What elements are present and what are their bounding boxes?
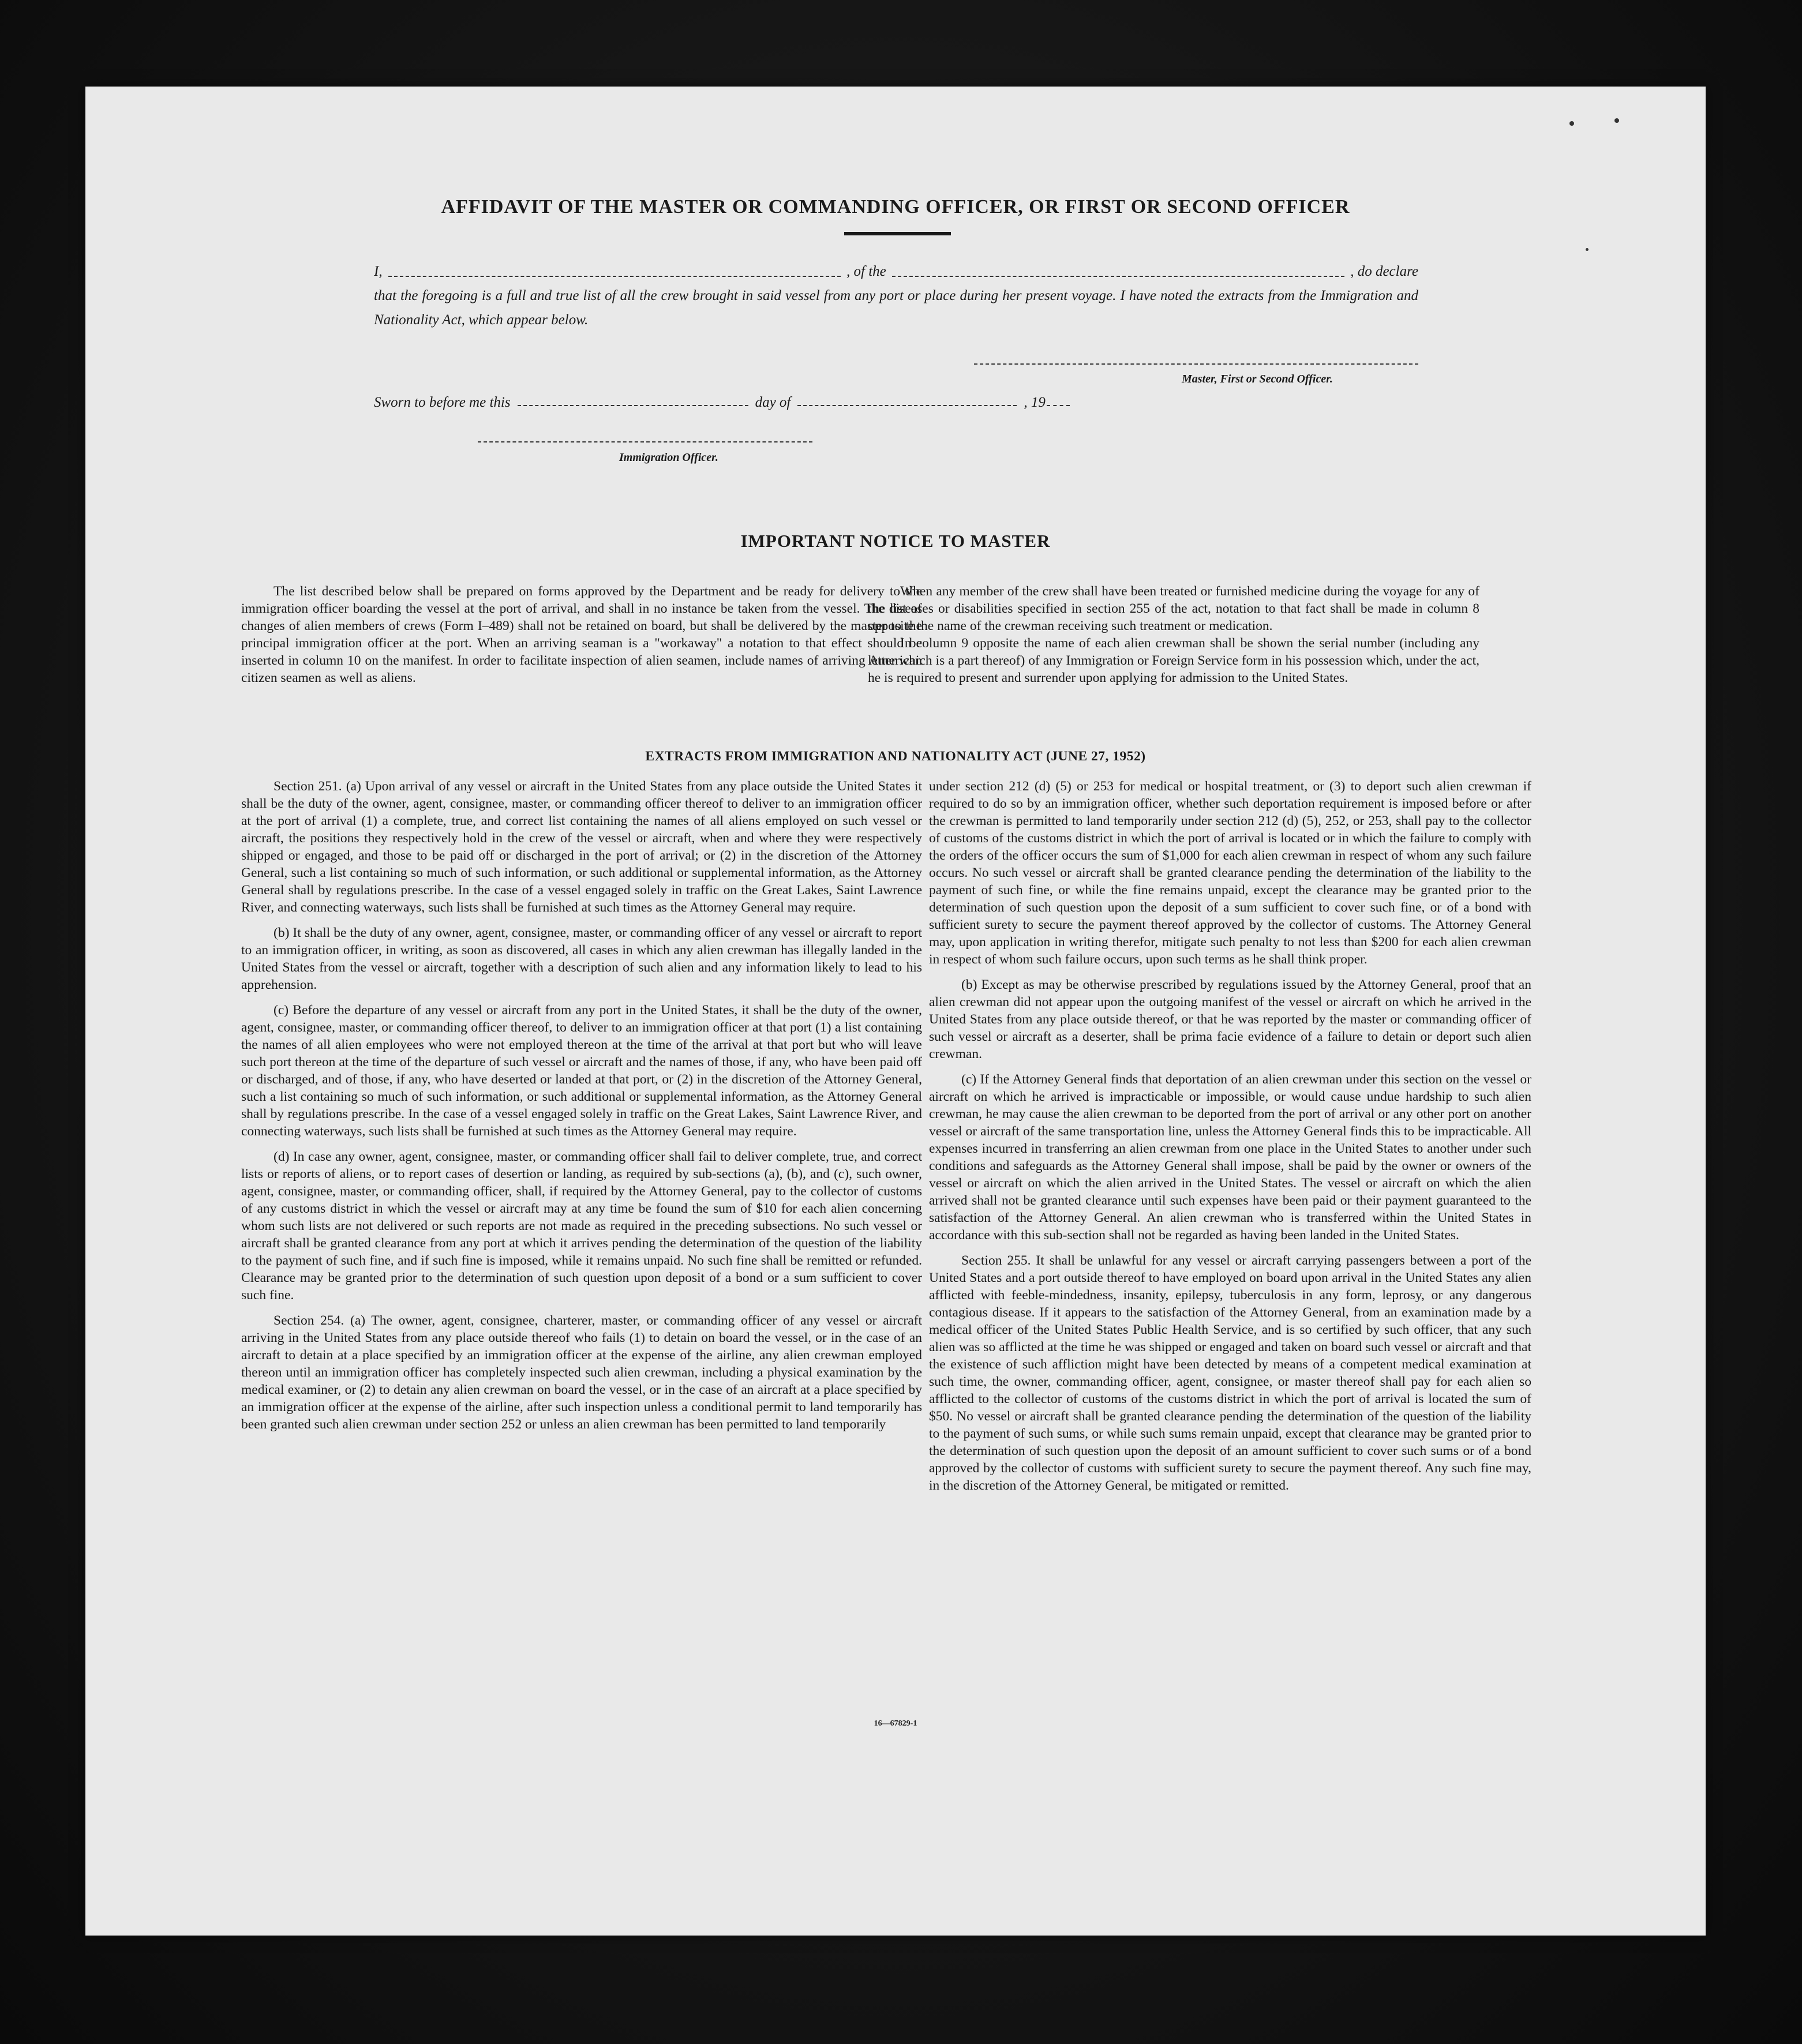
sworn-line xyxy=(374,395,1182,411)
officer-signature-line[interactable] xyxy=(478,441,812,442)
film-speck xyxy=(1569,121,1574,126)
act-paragraph: (b) Except as may be otherwise prescribed by regulations issued by the Attorney General, proof that an alien crewman did not appear upon the outgoing manifest of the vessel or aircraft on which he arrived in the United States from any place outside thereof, or that he was reported by the master or commanding officer of such vessel or aircraft as a deserter, shall be prima facie evidence of a failure to detain or deport such alien crewman. xyxy=(929,977,1531,1062)
extracts-title: EXTRACTS FROM IMMIGRATION AND NATIONALITY ACT (JUNE 27, 1952) xyxy=(645,749,1146,764)
day-of-label: day of xyxy=(755,395,791,410)
act-paragraph: (b) It shall be the duty of any owner, agent, consignee, master, or commanding officer of any vessel or aircraft to report to an immigration officer, in writing, as soon as discovered, all cases in which any alien crewman has illegally landed in the United States from the vessel or aircraft, together with a description of such alien and any information likely to lead to his apprehension. xyxy=(241,925,922,992)
notice-title: IMPORTANT NOTICE TO MASTER xyxy=(740,531,1051,551)
act-paragraph: Section 254. (a) The owner, agent, consignee, charterer, master, or commanding officer of any vessel or aircraft arriving in the United States from any place outside thereof who fails (1) to detain on board the vessel, or in the case of an aircraft to detain at a place specified by an immigration officer at the expense of the airline, any alien crewman employed thereon until an immigration officer has completely inspected such alien crewman, including a physical examination by the medical examiner, or (2) to detain any alien crewman on board the vessel, or in the case of an aircraft at a place specified by an immigration officer at the expense of the airline, after such inspection unless a conditional permit to land temporarily has been granted such alien crewman under section 252 or unless an alien crewman has been permitted to land temporarily xyxy=(241,1313,922,1432)
name-blank[interactable] xyxy=(388,276,841,277)
notice-left-paragraph: The list described below shall be prepared on forms approved by the Department and be ready for delivery to the immigration officer boarding the vessel at the port of arrival, and shall in no instance be taken from the vessel. The list of changes of alien members of crews (Form I–489) shall not be retained on board, but shall be delivered by the master to the principal immigration officer at the port. When an arriving seaman is a "workaway" a notation to that effect should be inserted in column 10 on the manifest. In order to facilitate inspection of alien seamen, include names of arriving American citizen seamen as well as aliens. xyxy=(241,584,922,685)
bleed-through-text xyxy=(328,156,1655,190)
master-caption: Master, First or Second Officer. xyxy=(1182,373,1333,385)
act-paragraph: Section 251. (a) Upon arrival of any vessel or aircraft in the United States from any place outside the United States it shall be the duty of the owner, agent, consignee, master, or commanding officer thereof to deliver to an immigration officer at the port of arrival (1) a complete, true, and correct list containing the names of all aliens employed on such vessel or aircraft, the positions they respectively hold in the crew of the vessel or aircraft, when and where they were respectively shipped or engaged, and those to be paid off or discharged in the port of arrival; or (2) in the discretion of the Attorney General, such a list containing so much of such information, or such additional or supplemental information, as the Attorney General shall by regulations prescribe. In the case of a vessel engaged solely in traffic on the Great Lakes, Saint Lawrence River, and connecting waterways, such lists shall be furnished at such times as the Attorney General may require. xyxy=(241,779,922,915)
title-rule xyxy=(844,232,951,235)
declaration-block xyxy=(374,260,1418,332)
act-paragraph: (d) In case any owner, agent, consignee, master, or commanding officer shall fail to deliver complete, true, and correct lists or reports of aliens, or to report cases of desertion or landing, as required by sub-sections (a), (b), and (c), such owner, agent, consignee, master, or commanding officer, shall, if required by the Attorney General, pay to the collector of customs of any customs district in which the vessel or aircraft may at any time be found the sum of $10 for each alien concerning whom such lists are not delivered or such reports are not made as required in the preceding subsections. No such vessel or aircraft shall be granted clearance from any port at which it arrives pending the determination of the question of the liability to the payment of such fine, and if such fine is imposed, while it remains unpaid. No such fine shall be remitted or refunded. Clearance may be granted prior to the determination of such question upon deposit of a bond or a sum sufficient to cover such fine. xyxy=(241,1149,922,1303)
master-signature-line[interactable] xyxy=(974,363,1418,365)
extracts-right-column xyxy=(929,778,1531,1502)
form-number: 16—67829-1 xyxy=(874,1719,917,1728)
sworn-year-blank[interactable] xyxy=(1047,405,1070,406)
sworn-day-blank[interactable] xyxy=(518,405,748,406)
year-prefix: , 19 xyxy=(1024,395,1046,410)
notice-right-column xyxy=(868,583,1479,687)
film-speck xyxy=(1586,248,1589,251)
document-page xyxy=(85,87,1706,1936)
act-paragraph: (c) Before the departure of any vessel or aircraft from any port in the United States, it shall be the duty of the owner, agent, consignee, master, or commanding officer thereof, to deliver to an immigration officer at that port (1) a list containing the names of all alien employees who were not employed thereon at the time of the arrival at that port but who will leave such port thereon at the time of the departure of such vessel or aircraft and the names of those, if any, who have been paid off or discharged, and of those, if any, who have deserted or landed at that port, or (2) in the discretion of the Attorney General, such a list containing so much of such information, or such additional or supplemental information, as the Attorney General shall by regulations prescribe. In the case of a vessel engaged solely in traffic on the Great Lakes, Saint Lawrence River, and connecting waterways, such lists shall be furnished at such times as the Attorney General may require. xyxy=(241,1003,922,1139)
officer-caption: Immigration Officer. xyxy=(619,451,718,464)
notice-right-paragraph-2: In column 9 opposite the name of each alien crewman shall be shown the serial number (including any letter which is a part thereof) of any Immigration or Foreign Service form in his possession which, under the act, he is required to present and surrender upon applying for admission to the United States. xyxy=(868,636,1479,685)
act-paragraph: (c) If the Attorney General finds that deportation of an alien crewman under this section on the vessel or aircraft on which he arrived is impracticable or impossible, or would cause undue hardship to such alien crewman, he may cause the alien crewman to be deported from the port of arrival or any other port on another vessel or aircraft of the same transportation line, unless the Attorney General finds this to be impracticable. All expenses incurred in transferring an alien crewman from one place in the United States to another under such conditions and safeguards as the Attorney General shall impose, shall be paid by the owner or owners of the vessel or aircraft on which the alien arrived in the United States. The vessel or aircraft on which the alien arrived shall not be granted clearance until such expenses have been paid or their payment guaranteed to the satisfaction of the Attorney General. An alien crewman who is transferred within the United States in accordance with this sub-section shall not be regarded as having been landed in the United States. xyxy=(929,1072,1531,1243)
notice-left-column xyxy=(241,583,922,687)
extracts-left-column xyxy=(241,778,922,1441)
notice-right-paragraph-1: When any member of the crew shall have been treated or furnished medicine during the voyage for any of the diseases or disabilities specified in section 255 of the act, notation to that fact shall be made in column 8 opposite the name of the crewman receiving such treatment or medication. xyxy=(868,584,1479,633)
sworn-month-blank[interactable] xyxy=(797,405,1017,406)
declaration-text: that the foregoing is a full and true list of all the crew brought in said vessel from any port or place during her present voyage. I have noted the extracts from the Immigration and Nationality Act, which appear below. xyxy=(374,288,1418,328)
sworn-label: Sworn to before me this xyxy=(374,395,511,410)
declaration-of-the: , of the xyxy=(846,264,886,279)
declaration-i: I, xyxy=(374,264,383,279)
act-paragraph: Section 255. It shall be unlawful for any vessel or aircraft carrying passengers between a port of the United States and a port outside thereof to have employed on board upon arrival in the United States any alien afflicted with feeble-mindedness, insanity, epilepsy, tuberculosis in any form, leprosy, or any dangerous contagious disease. If it appears to the satisfaction of the Attorney General, from an examination made by a medical officer of the United States Public Health Service, and is so certified by such officer, that any such alien was so afflicted at the time he was shipped or engaged and taken on board such vessel or aircraft and that the existence of such affliction might have been detected by means of a competent medical examination at such time, the owner, commanding officer, agent, consignee, or master thereof shall pay for each alien so afflicted to the collector of customs of the customs district in which the port of arrival is located the sum of $50. No vessel or aircraft shall be granted clearance pending the determination of the question of the liability to the payment of such sums, or while such sums remain unpaid, except that clearance may be granted prior to the determination of such question upon the deposit of an amount sufficient to cover such sums or of a bond approved by the collector of customs with sufficient surety to secure the payment thereof. Any such fine may, in the discretion of the Attorney General, be mitigated or remitted. xyxy=(929,1253,1531,1493)
affidavit-title: AFFIDAVIT OF THE MASTER OR COMMANDING OFFICER, OR FIRST OR SECOND OFFICER xyxy=(441,196,1350,217)
film-speck xyxy=(1614,118,1619,123)
act-paragraph: under section 212 (d) (5) or 253 for medical or hospital treatment, or (3) to deport such alien crewman if required to do so by an immigration officer, whether such deportation requirement is imposed before or after the crewman is permitted to land temporarily under section 212 (d) (5), 252, or 253, shall pay to the collector of customs of the customs district in which the port of arrival is located or in which the failure to comply with the orders of the officer occurs the sum of $1,000 for each alien crewman in respect of whom any such failure occurs. No such vessel or aircraft shall be granted clearance pending the determination of the liability to the payment of such fine, or while the fine remains unpaid, except the clearance may be granted prior to the determination of such question upon the deposit of a sum sufficient to cover such fine, or of a bond with sufficient surety to secure the payment thereof approved by the collector of customs. The Attorney General may, upon application in writing therefor, mitigate such penalty to not less than $200 for each alien crewman in respect of whom such failure occurs, upon such terms as he shall think proper. xyxy=(929,779,1531,967)
declaration-do-declare: , do declare xyxy=(1350,264,1418,279)
vessel-blank[interactable] xyxy=(892,276,1344,277)
declaration-line xyxy=(374,260,1418,284)
